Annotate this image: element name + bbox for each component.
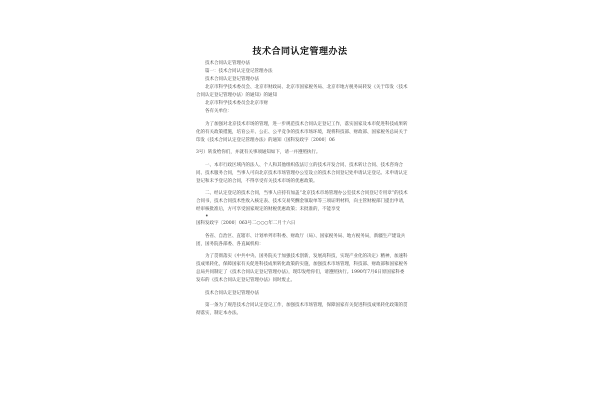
paragraph-salutation: 各有关单位： bbox=[205, 109, 232, 114]
paragraph-article-one: 第一条为了规范技术合同认定登记工作，加强技术市场管理，保障国家有关促进科技成果转化政策的贯彻落实，制定本办法。 bbox=[196, 303, 408, 316]
paragraph-recipients: 各省、自治区、直辖市、计划单列市科委、财政厅（局）、国家税务局、地方税务局，新疆生产建设兵团，国务院各部委、各直属机构： bbox=[196, 233, 406, 247]
document-body bbox=[196, 60, 408, 318]
paragraph-section-heading: 篇一：技术合同认定登记管理办法 bbox=[205, 69, 273, 74]
paragraph-notice-header: 北京市科学技术委员会、北京市财政局、北京市国家税务局、北京市地方税务局转发《关于印发〈技术合同认定登记管理办法〉的通知》的通知 bbox=[196, 85, 408, 98]
paragraph-document-number: 国科发政字〔2000〕063号二○○○年二月十六日 bbox=[196, 221, 296, 226]
paragraph-purpose: 为了贯彻落实《中共中央、国务院关于加强技术创新，发展高科技，实现产业化的决定》精神，加速科技成果转化，保障国家有关促进科技成果转化政策的实施，加强技术市场管理，科技部、财政部和国家税务总局共同制定了《技术合同认定登记管理办法》，现印发给你们，请遵照执行。1990年7月6日原国家科委发布的《技术合同认定登记管理办法》同时废止。 bbox=[196, 254, 408, 283]
paragraph-intro: 为了加强对北京技术市场的管理，进一步规范技术合同认定登记工作，落实国家及本市促进科技成果转化的有关政策措施，培育公开、公正、公平竞争的技术市场环境，现将科技部、财政部、国家税务总局关于印发《技术合同认定登记管理办法》的通知（国科发政字〔2000〕06 bbox=[196, 121, 408, 143]
paragraph-heading: 技术合同认定登记管理办法 bbox=[205, 77, 259, 82]
paragraph-subtitle: 技术合同认定管理办法 bbox=[205, 61, 250, 66]
paragraph-intro-continued: 3号）转发给你们，并就有关事项通知如下，请一并遵照执行。 bbox=[196, 150, 321, 155]
document-title: 技术合同认定管理办法 bbox=[252, 47, 348, 57]
paragraph-measures-title: 技术合同认定登记管理办法 bbox=[205, 290, 259, 296]
paragraph-issuer: 北京市科学技术委员会北京市财 bbox=[205, 101, 268, 106]
list-dot-marker: • bbox=[205, 213, 209, 220]
paragraph-item-two: 二、经认定登记的技术合同，当事人应持有加盖“北京技术市场管理办公室技术合同登记专用章”的技术合同书，技术合同技术性收入核定表、技术交易奖酬金领取单等三项证明材料，向主管财税部门提出申请，经审核批准后，方可享受国家规定的财税优惠政策；未批准的，不能享受 bbox=[196, 191, 408, 212]
paragraph-item-one: 一、本市行政区域内的法人、个人和其他组织依法订立的技术开发合同、技术转让合同、技术咨询合同、技术服务合同，当事人可向北京技术市场管理办公室设立的技术合同登记处申请认定登记。未申请认定登记和未予登记的合同，不得享受有关技术市场的优惠政策。 bbox=[196, 162, 408, 184]
